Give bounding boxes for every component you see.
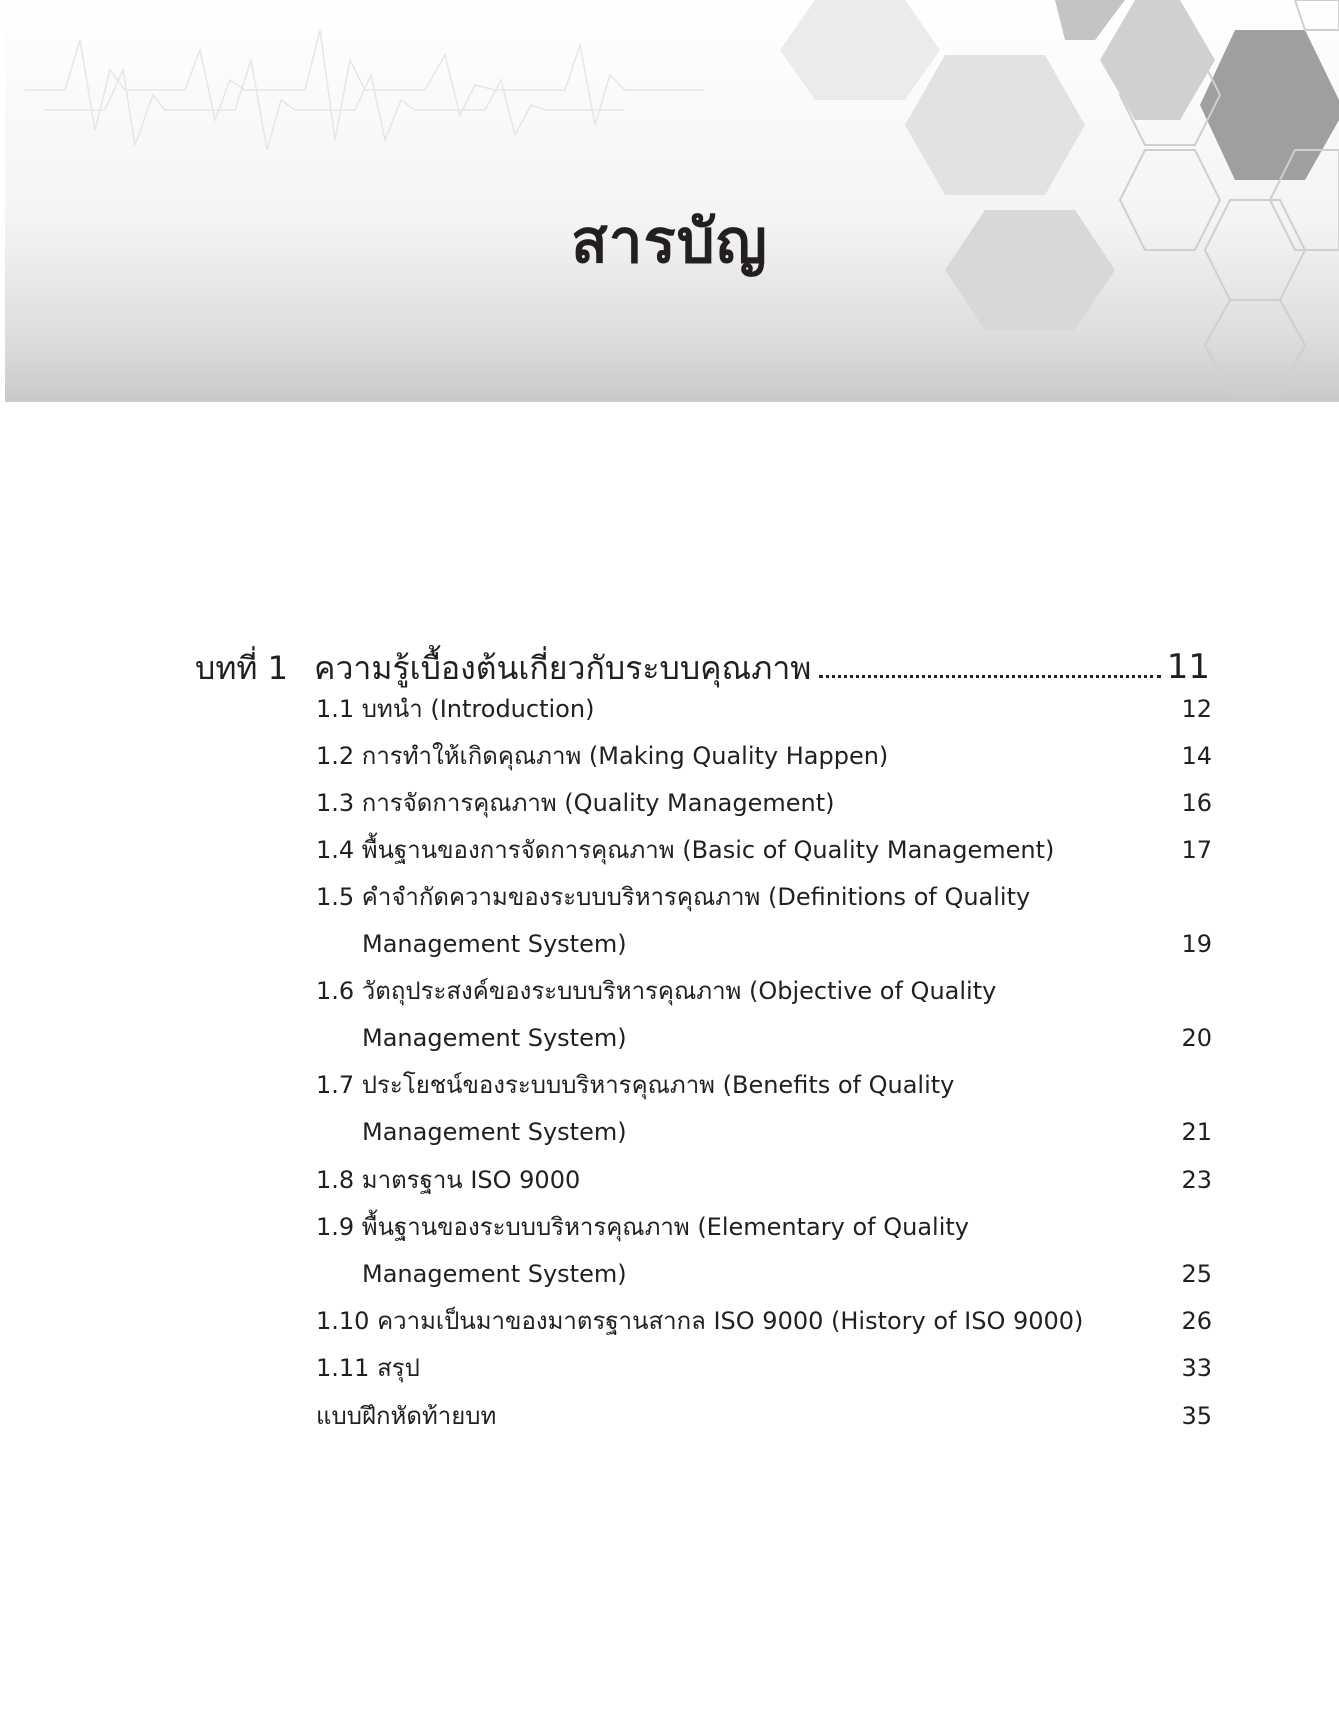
toc-entry-page: 35 (1181, 1402, 1212, 1430)
toc-entry-1-11[interactable] (316, 1348, 1212, 1388)
toc-entry-1-3[interactable] (316, 783, 1212, 823)
heartbeat-line-decoration (25, 30, 705, 150)
toc-entry-1-6[interactable] (316, 971, 1212, 1011)
toc-entry-title: 1.5 คำจำกัดความของระบบบริหารคุณภาพ (Definitions of Quality (316, 883, 1031, 911)
toc-entry-1-9-continued[interactable] (362, 1254, 1212, 1294)
toc-entry-1-1[interactable] (316, 689, 1212, 729)
toc-entry-title: 1.6 วัตถุประสงค์ของระบบบริหารคุณภาพ (Objective of Quality (316, 977, 997, 1005)
chapter-page-number: 11 (1166, 647, 1210, 687)
toc-entry-title: 1.1 บทนำ (Introduction) (316, 695, 595, 723)
toc-entry-1-10[interactable] (316, 1301, 1212, 1341)
toc-entry-title: 1.10 ความเป็นมาของมาตรฐานสากล ISO 9000 (History of ISO 9000) (316, 1307, 1084, 1335)
hexagon-decoration (5, 0, 1339, 402)
page-title: สารบัญ (571, 207, 768, 277)
dot-leader (819, 675, 1160, 678)
toc-entry-1-4[interactable] (316, 830, 1212, 870)
toc-entry-title-continued: Management System) (362, 1260, 627, 1288)
toc-entry-page: 33 (1181, 1354, 1212, 1382)
toc-entry-page: 12 (1181, 695, 1212, 723)
toc-entry-title-continued: Management System) (362, 1024, 627, 1052)
toc-entry-title-continued: Management System) (362, 930, 627, 958)
gray-hexagons (780, 0, 1339, 330)
toc-entry-title: 1.2 การทำให้เกิดคุณภาพ (Making Quality Happen) (316, 742, 889, 770)
toc-entry-title: 1.11 สรุป (316, 1354, 420, 1382)
chapter-title: ความรู้เบื้องต้นเกี่ยวกับระบบคุณภาพ (314, 649, 812, 687)
toc-entry-page: 16 (1181, 789, 1212, 817)
toc-entry-page: 14 (1181, 742, 1212, 770)
toc-entry-title: 1.3 การจัดการคุณภาพ (Quality Management) (316, 789, 835, 817)
toc-entry-page: 19 (1181, 930, 1212, 958)
toc-entry-1-2[interactable] (316, 736, 1212, 776)
toc-entry-1-7[interactable] (316, 1065, 1212, 1105)
toc-entry-title: แบบฝึกหัดท้ายบท (316, 1402, 497, 1430)
toc-entry-page: 17 (1181, 836, 1212, 864)
toc-entry-page: 26 (1181, 1307, 1212, 1335)
toc-entry-title-continued: Management System) (362, 1118, 627, 1146)
chapter-label: บทที่ 1 (195, 649, 289, 687)
header-banner (5, 0, 1339, 402)
toc-entry-title: 1.8 มาตรฐาน ISO 9000 (316, 1166, 581, 1194)
toc-entry-title: 1.4 พื้นฐานของการจัดการคุณภาพ (Basic of Quality Management) (316, 836, 1055, 864)
toc-entry-page: 25 (1181, 1260, 1212, 1288)
toc-entry-page: 20 (1181, 1024, 1212, 1052)
toc-entry-page: 21 (1181, 1118, 1212, 1146)
toc-entry-page: 23 (1181, 1166, 1212, 1194)
toc-entry-1-7-continued[interactable] (362, 1112, 1212, 1152)
toc-entry-exercises[interactable] (316, 1396, 1212, 1436)
chapter-heading[interactable] (195, 636, 1210, 687)
toc-entry-1-8[interactable] (316, 1160, 1212, 1200)
toc-entry-1-5[interactable] (316, 877, 1212, 917)
toc-entry-1-9[interactable] (316, 1207, 1212, 1247)
toc-entry-title: 1.9 พื้นฐานของระบบบริหารคุณภาพ (Elementary of Quality (316, 1213, 969, 1241)
toc-entry-1-5-continued[interactable] (362, 924, 1212, 964)
toc-entry-title: 1.7 ประโยชน์ของระบบบริหารคุณภาพ (Benefits of Quality (316, 1071, 955, 1099)
toc-entry-1-6-continued[interactable] (362, 1018, 1212, 1058)
